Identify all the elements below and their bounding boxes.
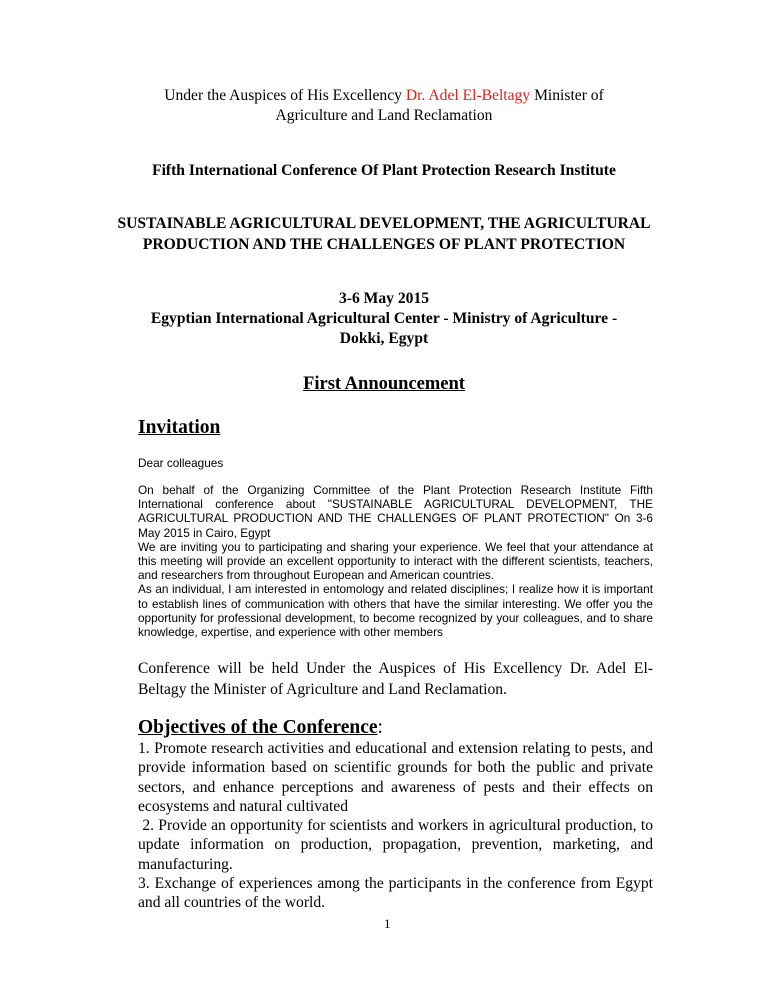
conference-date: 3-6 May 2015 bbox=[338, 290, 430, 307]
page-number: 1 bbox=[384, 916, 391, 931]
conference-venue: Egyptian International Agricultural Center - Ministry of Agriculture - Dokki, Egypt bbox=[150, 310, 618, 347]
objective-item: 3. Exchange of experiences among the participants in the conference from Egypt and all countries of the world. bbox=[138, 875, 653, 912]
objectives-heading bbox=[138, 717, 383, 739]
letter-paragraph: As an individual, I am interested in entomology and related disciplines; I realize how it is important to establish lines of communication with others that have the similar interesting. We offer you the opportunity for professional development, to become recognized by your colleagues, and to share knowledge, expertise, and experience with other members bbox=[138, 582, 653, 640]
objective-item: 1. Promote research activities and educational and extension relating to pests, and provide information based on scientific grounds for both the public and private sectors, and enhance perceptions and awareness of pests and their effects on ecosystems and natural cultivated bbox=[138, 740, 653, 815]
letter-paragraph: We are inviting you to participating and sharing your experience. We feel that your attendance at this meeting will provide an excellent opportunity to interact with the different scientists, teachers, and researchers from throughout European and American countries. bbox=[138, 539, 653, 583]
announcement-heading bbox=[120, 374, 648, 395]
invitation-letter bbox=[138, 483, 653, 639]
objectives-title: Objectives of the Conference bbox=[138, 717, 378, 738]
objective-item: 2. Provide an opportunity for scientists and workers in agricultural production, to update information on production, propagation, prevention, marketing, and manufacturing. bbox=[138, 817, 657, 873]
minister-name: Dr. Adel El-Beltagy bbox=[405, 87, 531, 104]
salutation: Dear colleagues bbox=[138, 456, 224, 470]
auspices-prefix: Under the Auspices of His Excellency bbox=[164, 87, 402, 104]
held-statement: Conference will be held Under the Auspices of His Excellency Dr. Adel El-Beltagy the Minister of Agriculture and Land Reclamation. bbox=[138, 660, 653, 698]
auspices-suffix: Minister of Agriculture and Land Reclamation bbox=[275, 87, 604, 124]
objectives-list bbox=[138, 739, 657, 913]
objectives-colon: : bbox=[377, 717, 383, 738]
announcement-text: First Announcement bbox=[303, 374, 465, 394]
auspices-line bbox=[130, 86, 638, 126]
conference-theme: SUSTAINABLE AGRICULTURAL DEVELOPMENT, THE AGRICULTURAL PRODUCTION AND THE CHALLENGES OF PLANT PROTECTION bbox=[117, 215, 651, 253]
letter-paragraph: On behalf of the Organizing Committee of the Plant Protection Research Institute Fifth International conference about "SUSTAINABLE AGRICULTURAL DEVELOPMENT, THE AGRICULTURAL PRODUCTION AND THE CHALLENGES OF PLANT PROTECTION" On 3-6 May 2015 in Cairo, Egypt bbox=[138, 483, 653, 540]
invitation-heading: Invitation bbox=[138, 417, 221, 438]
conference-title: Fifth International Conference Of Plant Protection Research Institute bbox=[152, 162, 616, 179]
